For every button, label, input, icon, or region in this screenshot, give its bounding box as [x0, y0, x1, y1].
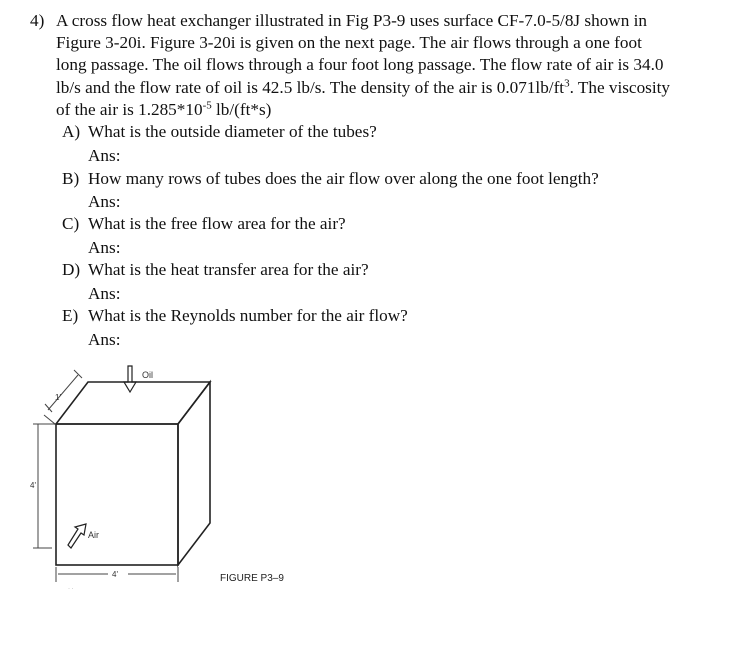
viscosity-exponent: -5	[202, 99, 212, 112]
box-side-face	[178, 382, 210, 565]
answer-a: Ans:	[88, 146, 121, 165]
question-text: What is the Reynolds number for the air flow?	[88, 306, 408, 325]
figure-caption: FIGURE P3–9	[220, 573, 284, 584]
question-label: D)	[62, 260, 81, 279]
width-dimension-mark: · ·	[68, 586, 74, 592]
height-dimension-label: 4'	[30, 481, 36, 490]
question-text: What is the outside diameter of the tubes?	[88, 122, 377, 141]
question-text: What is the heat transfer area for the air?	[88, 260, 369, 279]
question-label: C)	[62, 214, 80, 233]
viscosity-text: of the air is 1.285*10	[56, 99, 203, 119]
problem-line-2: Figure 3-20i. Figure 3-20i is given on the next page. The air flows through a one foot	[56, 33, 642, 53]
viscosity-lead: . The viscosity	[569, 77, 670, 97]
answer-e: Ans:	[88, 330, 121, 349]
air-label: Air	[88, 530, 99, 540]
oil-label: Oil	[142, 370, 153, 380]
oil-flow-arrow	[124, 366, 136, 392]
answer-b: Ans:	[88, 192, 121, 211]
depth-dimension-label: 1'	[55, 393, 61, 402]
question-label: A)	[62, 122, 81, 141]
viscosity-units: lb/(ft*s)	[211, 99, 272, 119]
question-label: B)	[62, 169, 80, 188]
problem-number: 4)	[30, 11, 45, 30]
exchanger-box	[56, 382, 210, 565]
answer-c: Ans:	[88, 238, 121, 257]
question-text: What is the free flow area for the air?	[88, 214, 346, 233]
density-exponent: 3	[564, 76, 570, 89]
air-flow-arrow	[68, 524, 86, 548]
height-dimension	[33, 424, 56, 548]
box-top-face	[56, 382, 210, 424]
question-text: How many rows of tubes does the air flow over along the one foot length?	[88, 169, 599, 188]
width-dimension-label: 4'	[112, 570, 118, 579]
problem-line-3: long passage. The oil flows through a four foot long passage. The flow rate of air is 34.0	[56, 55, 664, 75]
answer-d: Ans:	[88, 284, 121, 303]
question-label: E)	[62, 306, 79, 325]
problem-line-1: A cross flow heat exchanger illustrated in Fig P3-9 uses surface CF-7.0-5/8J shown in	[56, 11, 647, 30]
density-text: lb/s and the flow rate of oil is 42.5 lb/s. The density of the air is 0.071lb/ft	[56, 77, 565, 97]
